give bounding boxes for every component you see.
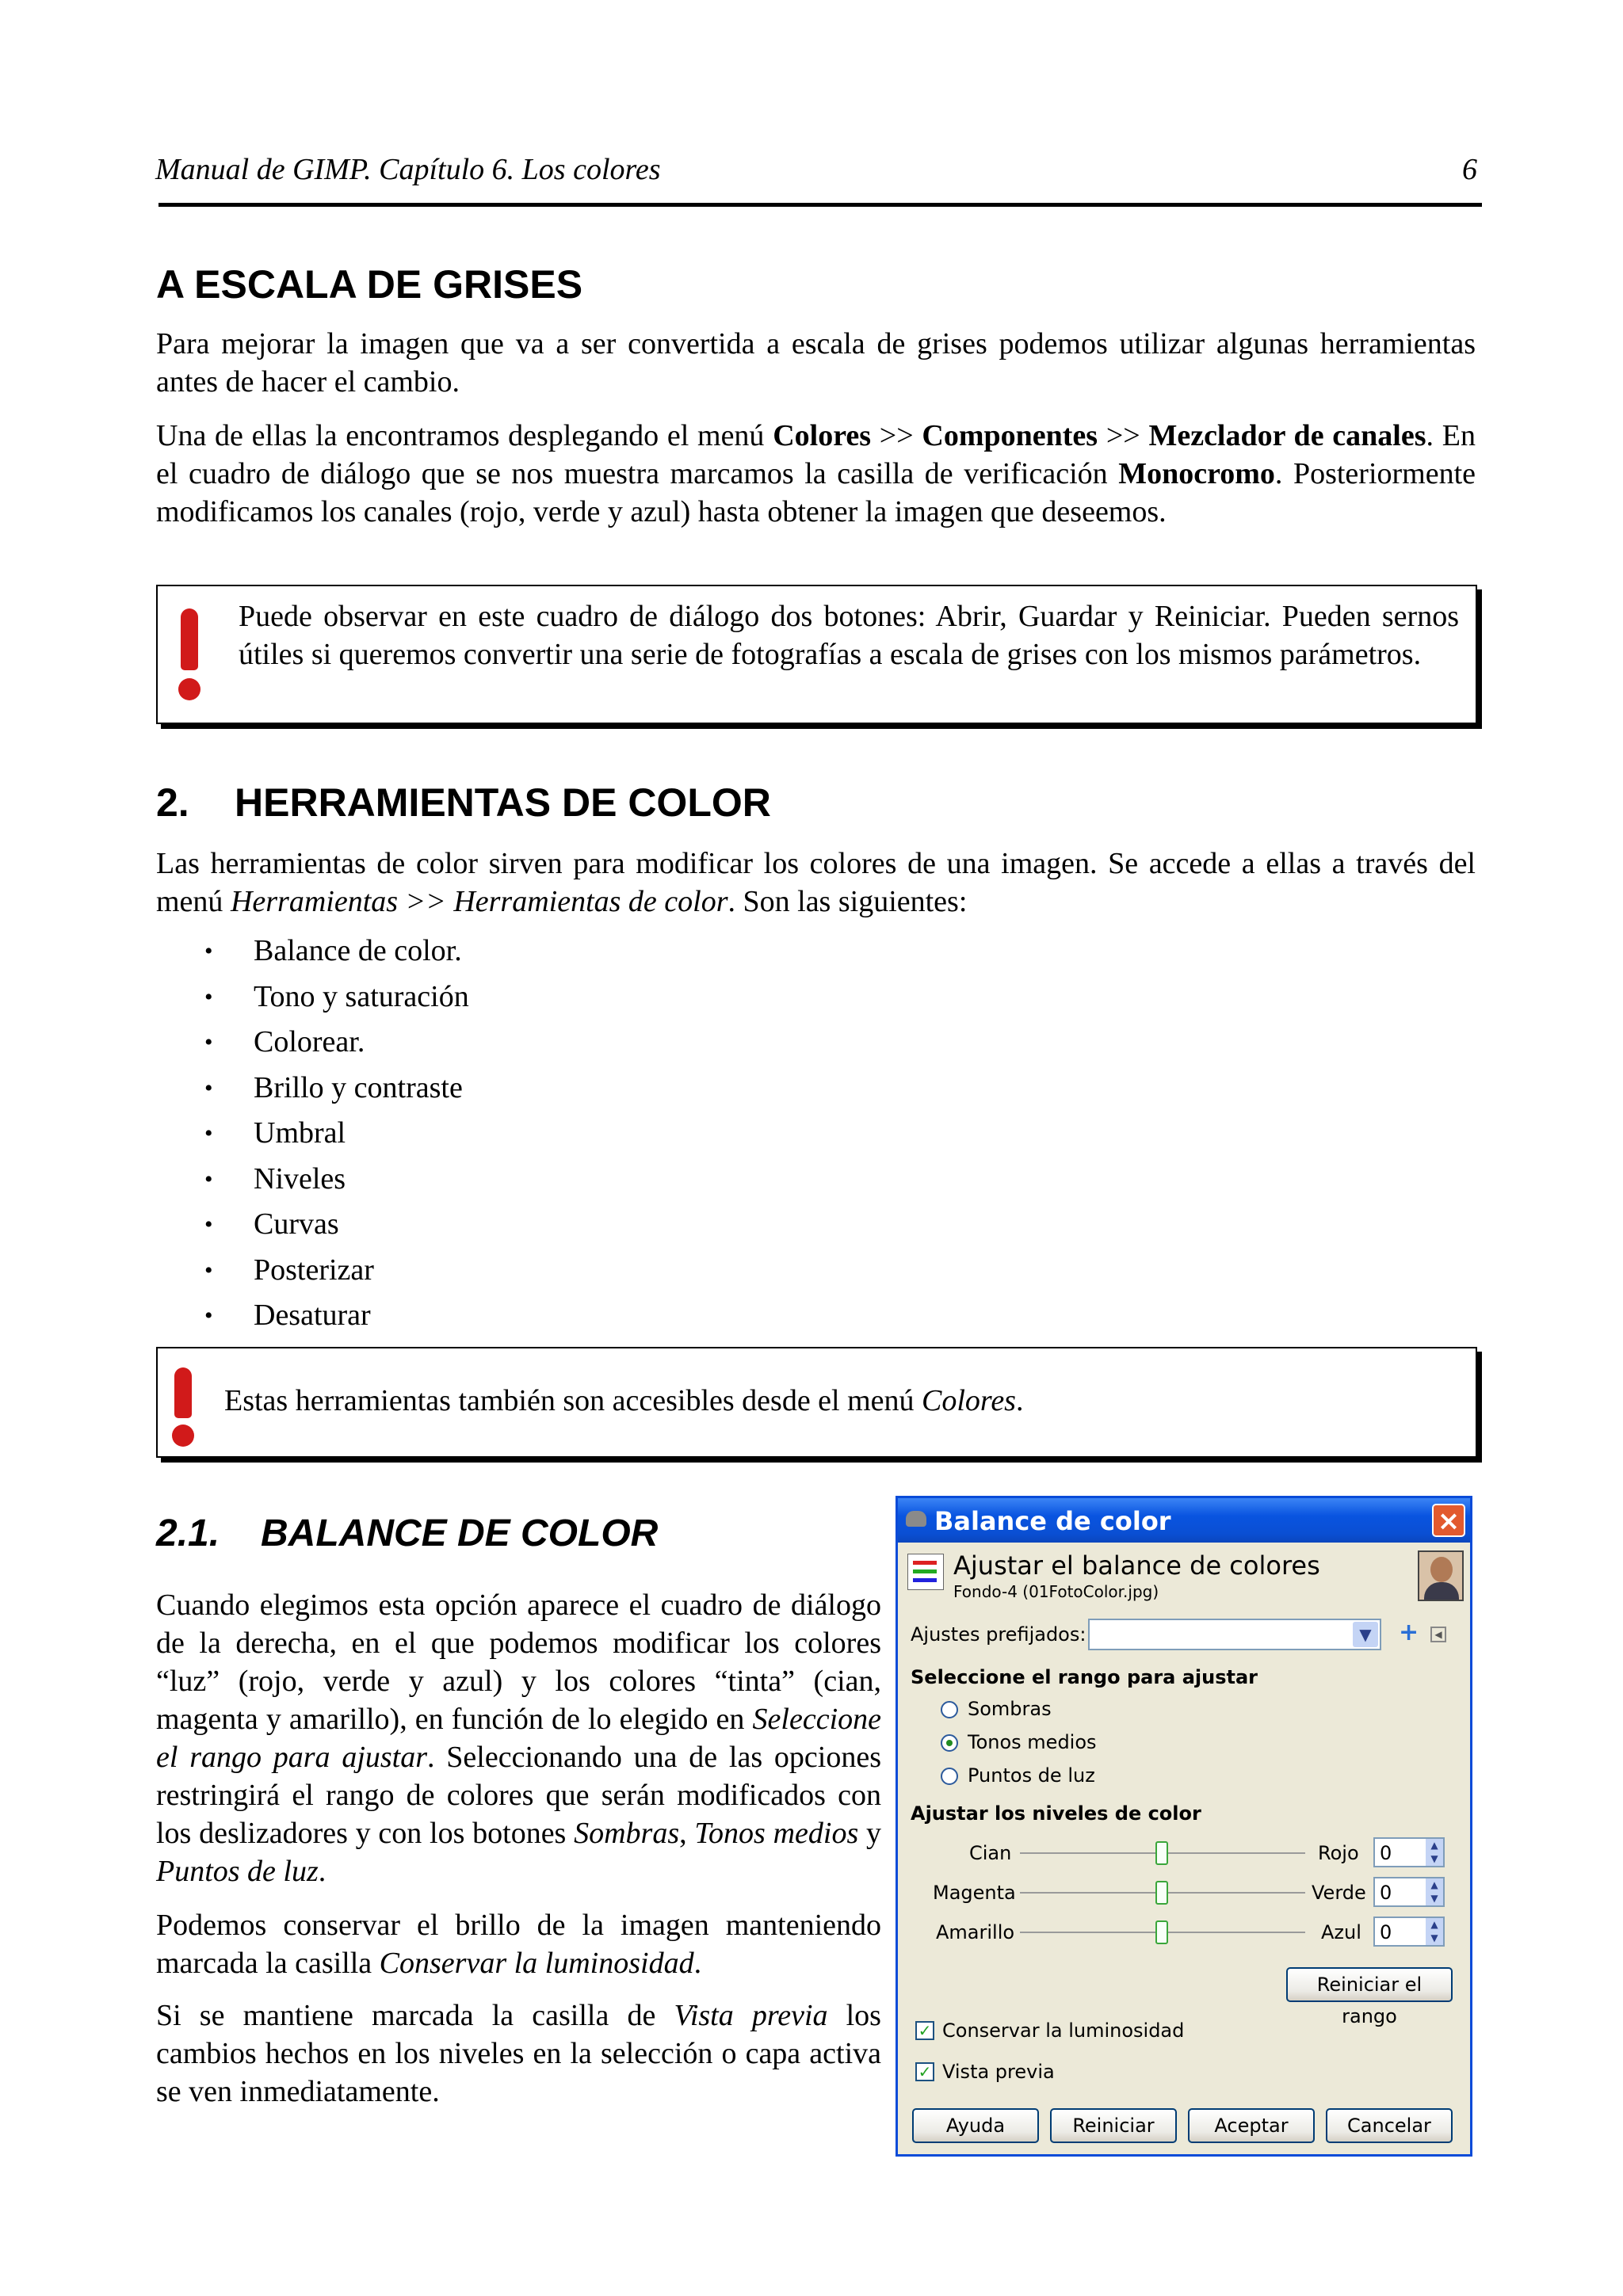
balance-color-dialog bbox=[896, 1496, 1472, 2157]
slider-thumb-amarillo-azul[interactable] bbox=[1155, 1920, 1168, 1944]
radio-label-sombras: Sombras bbox=[968, 1698, 1052, 1720]
list-item: • Tono y saturación bbox=[204, 979, 469, 1013]
slider-right-label-rojo: Rojo bbox=[1318, 1842, 1359, 1864]
preset-menu-icon[interactable]: ◀ bbox=[1430, 1627, 1446, 1642]
reset-range-button[interactable]: Reiniciar el rango bbox=[1286, 1967, 1453, 2002]
range-label: Seleccione el rango para ajustar bbox=[911, 1666, 1258, 1688]
chevron-down-icon[interactable]: ▼ bbox=[1353, 1622, 1378, 1647]
radio-puntos-luz[interactable] bbox=[941, 1768, 958, 1785]
preview-label: Vista previa bbox=[942, 2061, 1055, 2083]
presets-label: Ajustes prefijados: bbox=[911, 1623, 1086, 1646]
note-text-colores: Estas herramientas también son accesibles desde el menú Colores. bbox=[224, 1384, 1024, 1417]
list-item: • Brillo y contraste bbox=[204, 1070, 463, 1104]
preserve-luminosity-checkbox[interactable]: ✓ bbox=[915, 2021, 934, 2040]
dialog-titlebar[interactable] bbox=[898, 1498, 1470, 1543]
spin-verde[interactable]: 0 ▲ ▼ bbox=[1373, 1877, 1445, 1907]
slider-thumb-cian-rojo[interactable] bbox=[1155, 1841, 1168, 1865]
note-text-botones: Puede observar en este cuadro de diálogo dos botones: Abrir, Guardar y Reiniciar. Pueden sernos útiles si queremos convertir una serie de fotografías a escala de grises con los mismos parámetros. bbox=[239, 600, 1459, 671]
radio-tonos-medios[interactable] bbox=[941, 1734, 958, 1752]
header-rule bbox=[158, 203, 1482, 207]
list-item: • Balance de color. bbox=[204, 934, 462, 967]
page-number: 6 bbox=[1462, 153, 1477, 186]
paragraph-balance-2: Podemos conservar el brillo de la imagen manteniendo marcada la casilla Conservar la luminosidad. bbox=[156, 1909, 881, 1980]
running-header-title: Manual de GIMP. Capítulo 6. Los colores bbox=[155, 153, 661, 186]
reset-button[interactable]: Reiniciar bbox=[1050, 2108, 1177, 2143]
note-box-botones bbox=[156, 585, 1477, 724]
dialog-heading: Ajustar el balance de colores bbox=[953, 1550, 1320, 1581]
help-button[interactable]: Ayuda bbox=[912, 2108, 1039, 2143]
slider-left-label-cian: Cian bbox=[969, 1842, 1012, 1864]
list-item: • Niveles bbox=[204, 1161, 346, 1196]
list-item: • Colorear. bbox=[204, 1025, 365, 1058]
paragraph-balance-3: Si se mantiene marcada la casilla de Vista previa los cambios hechos en los niveles en la selección o capa activa se ven inmediatamente. bbox=[156, 1999, 881, 2108]
subsection-heading-balance: 2.1. BALANCE DE COLOR bbox=[156, 1512, 659, 1554]
preview-checkbox[interactable]: ✓ bbox=[915, 2062, 934, 2081]
paragraph-balance-1: Cuando elegimos esta opción aparece el cuadro de diálogo de la derecha, en el que podemos modificar los colores “luz” (rojo, verde y azul) y los colores “tinta” (cian, magenta y amarillo), en función de lo elegido en Seleccione el rango para ajustar. Seleccionando una de las opciones restringirá el rango de colores que serán modificados con los deslizadores y con los botones Sombras, Tonos medios y Puntos de luz. bbox=[156, 1589, 882, 1888]
presets-combo[interactable] bbox=[1088, 1619, 1381, 1650]
section-heading-escala-grises: A ESCALA DE GRISES bbox=[156, 262, 583, 307]
slider-right-label-azul: Azul bbox=[1321, 1921, 1361, 1943]
preserve-luminosity-label: Conservar la luminosidad bbox=[942, 2019, 1185, 2042]
radio-sombras[interactable] bbox=[941, 1701, 958, 1718]
list-item: • Curvas bbox=[204, 1207, 339, 1241]
list-item: • Umbral bbox=[204, 1116, 346, 1150]
spin-arrows-icon[interactable]: ▲ ▼ bbox=[1426, 1918, 1443, 1945]
paragraph-mejorar: Para mejorar la imagen que va a ser convertida a escala de grises podemos utilizar algunas herramientas antes de hacer el cambio. bbox=[156, 327, 1476, 399]
dialog-title: Balance de color bbox=[934, 1506, 1171, 1536]
spin-azul[interactable]: 0 ▲ ▼ bbox=[1373, 1917, 1445, 1947]
color-balance-icon bbox=[907, 1554, 944, 1590]
note-box-colores bbox=[156, 1347, 1477, 1458]
tool-list bbox=[204, 933, 469, 1344]
levels-label: Ajustar los niveles de color bbox=[911, 1802, 1201, 1825]
dialog-subheading: Fondo-4 (01FotoColor.jpg) bbox=[953, 1582, 1159, 1601]
slider-left-label-amarillo: Amarillo bbox=[936, 1921, 1015, 1943]
slider-left-label-magenta: Magenta bbox=[933, 1882, 1016, 1904]
paragraph-herramientas-intro: Las herramientas de color sirven para modificar los colores de una imagen. Se accede a ellas a través del menú Herramientas >> Herramientas de color. Son las siguientes: bbox=[156, 847, 1476, 918]
slider-right-label-verde: Verde bbox=[1312, 1882, 1366, 1904]
section-heading-herramientas: 2. HERRAMIENTAS DE COLOR bbox=[156, 780, 771, 825]
cancel-button[interactable]: Cancelar bbox=[1326, 2108, 1453, 2143]
slider-thumb-magenta-verde[interactable] bbox=[1155, 1881, 1168, 1905]
gimp-icon bbox=[906, 1511, 926, 1527]
spin-arrows-icon[interactable]: ▲ ▼ bbox=[1426, 1839, 1443, 1866]
spin-arrows-icon[interactable]: ▲ ▼ bbox=[1426, 1878, 1443, 1905]
list-item: • Posterizar bbox=[204, 1253, 374, 1287]
list-item: • Desaturar bbox=[204, 1299, 371, 1332]
spin-rojo[interactable]: 0 ▲ ▼ bbox=[1373, 1837, 1445, 1867]
close-icon[interactable]: × bbox=[1432, 1504, 1465, 1537]
radio-label-tonos-medios: Tonos medios bbox=[968, 1731, 1097, 1753]
radio-label-puntos-luz: Puntos de luz bbox=[968, 1764, 1095, 1787]
paragraph-mezclador: Una de ellas la encontramos desplegando el menú Colores >> Componentes >> Mezclador de canales. En el cuadro de diálogo que se nos muestra marcamos la casilla de verificación Monocromo. Posteriormente modificamos los canales (rojo, verde y azul) hasta obtener la imagen que deseemos. bbox=[156, 419, 1476, 528]
add-preset-icon[interactable]: + bbox=[1399, 1619, 1419, 1646]
image-thumbnail bbox=[1418, 1550, 1464, 1601]
ok-button[interactable]: Aceptar bbox=[1188, 2108, 1315, 2143]
